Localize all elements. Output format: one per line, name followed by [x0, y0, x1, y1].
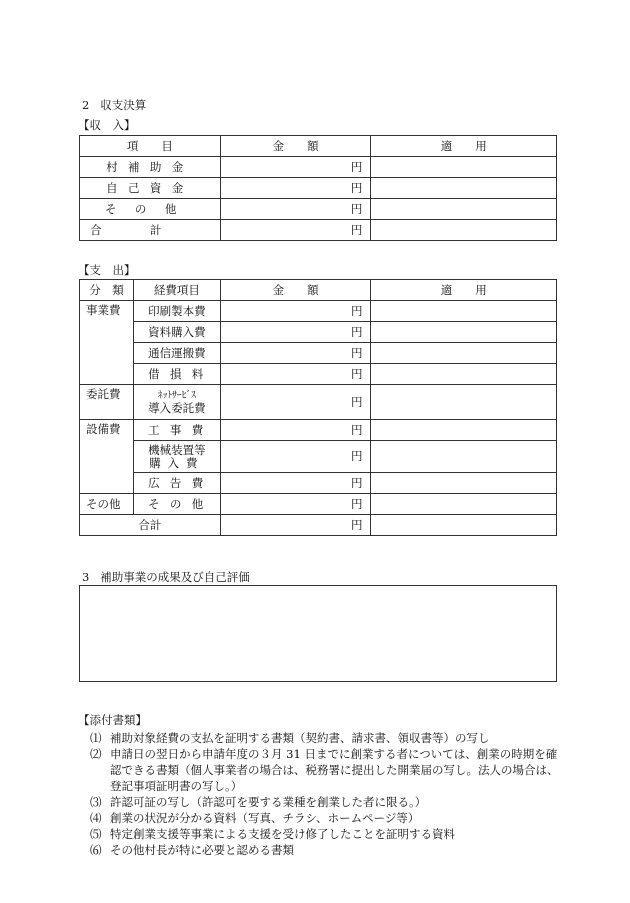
expense-item	[133, 441, 220, 473]
income-item: 自己資金	[80, 178, 221, 199]
expense-row	[80, 364, 557, 385]
expense-header-amount: 金 額	[220, 280, 371, 301]
expense-item-line: 購入費	[149, 455, 205, 470]
expense-total-note	[371, 515, 557, 536]
expense-amount: 円	[220, 301, 371, 322]
attachment-item	[90, 810, 560, 826]
expense-total-amount: 円	[220, 515, 371, 536]
expense-row	[80, 322, 557, 343]
attachment-item	[90, 730, 560, 746]
expense-row	[80, 343, 557, 364]
expense-item-line: 導入委託費	[148, 401, 206, 415]
expense-item: 借損料	[133, 364, 220, 385]
expense-row	[80, 420, 557, 441]
attachments-list	[90, 730, 560, 858]
expense-table	[79, 279, 557, 536]
expense-amount: 円	[220, 385, 371, 420]
expense-item: 印刷製本費	[133, 301, 220, 322]
expense-note	[371, 441, 557, 473]
expense-total-label: 合計	[80, 515, 221, 536]
income-total-row	[80, 220, 557, 241]
section2-title: 収支決算	[100, 98, 147, 112]
attachment-number: ⑷	[90, 811, 102, 825]
expense-item: 工事費	[133, 420, 220, 441]
expense-note	[371, 364, 557, 385]
section3-number: 3	[82, 570, 90, 584]
expense-row	[80, 473, 557, 494]
income-total-label: 合計	[80, 220, 221, 241]
expense-header-note: 適 用	[371, 280, 557, 301]
income-note	[371, 157, 557, 178]
attachment-number: ⑸	[90, 827, 102, 841]
income-item: 村補助金	[80, 157, 221, 178]
attachment-number: ⑹	[90, 843, 102, 857]
expense-row	[80, 441, 557, 473]
income-total-note	[371, 220, 557, 241]
income-amount: 円	[220, 199, 371, 220]
income-item: その他	[80, 199, 221, 220]
expense-amount: 円	[220, 420, 371, 441]
attachment-text: 補助対象経費の支払を証明する書類（契約書、請求書、領収書等）の写し	[110, 731, 490, 745]
attachment-text: 申請日の翌日から申請年度の３月 31 日までに創業する者については、創業の時期を確認できる書類（個人事業者の場合は、税務署に提出した開業届の写し。法人の場合は、登記事項証明書の写し。）	[110, 747, 559, 793]
attachments-title: 【添付書類】	[78, 713, 147, 727]
income-label: 【収 入】	[78, 118, 136, 132]
attachment-text: 創業の状況が分かる資料（写真、チラシ、ホームページ等）	[110, 811, 420, 825]
expense-item: 広告費	[133, 473, 220, 494]
expense-category: 事業費	[80, 301, 134, 385]
expense-item-line: 機械装置等	[148, 442, 206, 457]
expense-label: 【支 出】	[78, 263, 136, 277]
attachment-item	[90, 842, 560, 858]
expense-amount: 円	[220, 441, 371, 473]
income-note	[371, 178, 557, 199]
income-total-amount: 円	[220, 220, 371, 241]
expense-total-row	[80, 515, 557, 536]
income-table	[79, 135, 557, 241]
expense-category: 設備費	[80, 420, 134, 494]
expense-row	[80, 494, 557, 515]
section3-heading	[82, 569, 250, 585]
income-amount: 円	[220, 178, 371, 199]
income-header-row	[80, 136, 557, 157]
expense-amount: 円	[220, 322, 371, 343]
expense-header-category: 分 類	[80, 280, 134, 301]
expense-note	[371, 343, 557, 364]
income-amount: 円	[220, 157, 371, 178]
income-row	[80, 157, 557, 178]
expense-amount: 円	[220, 473, 371, 494]
attachment-text: 特定創業支援等事業による支援を受け修了したことを証明する資料	[110, 827, 455, 841]
expense-amount: 円	[220, 343, 371, 364]
expense-amount: 円	[220, 364, 371, 385]
attachment-item	[90, 746, 560, 794]
self-evaluation-box	[79, 585, 557, 682]
income-note	[371, 199, 557, 220]
expense-row	[80, 301, 557, 322]
expense-note	[371, 420, 557, 441]
expense-header-row	[80, 280, 557, 301]
expense-item: 資料購入費	[133, 322, 220, 343]
expense-item: 通信運搬費	[133, 343, 220, 364]
expense-note	[371, 473, 557, 494]
attachment-text: 許認可証の写し（許認可を要する業種を創業した者に限る。）	[110, 795, 427, 809]
income-row	[80, 199, 557, 220]
attachment-item	[90, 826, 560, 842]
attachment-number: ⑵	[90, 747, 102, 761]
income-header-note: 適 用	[371, 136, 557, 157]
expense-amount: 円	[220, 494, 371, 515]
expense-item-line: ﾈｯﾄｻｰﾋﾞｽ	[157, 390, 196, 401]
expense-category: 委託費	[80, 385, 134, 420]
expense-item	[133, 385, 220, 420]
attachment-text: その他村長が特に必要と認める書類	[110, 843, 294, 857]
section3-title: 補助事業の成果及び自己評価	[100, 570, 250, 584]
attachment-number: ⑶	[90, 795, 102, 809]
income-header-item: 項 目	[80, 136, 221, 157]
expense-note	[371, 322, 557, 343]
attachment-number: ⑴	[90, 731, 102, 745]
expense-note	[371, 301, 557, 322]
section2-heading	[82, 97, 146, 113]
expense-note	[371, 385, 557, 420]
income-header-amount: 金 額	[220, 136, 371, 157]
expense-row	[80, 385, 557, 420]
expense-item: その他	[133, 494, 220, 515]
expense-note	[371, 494, 557, 515]
section2-number: 2	[82, 98, 90, 112]
expense-category: その他	[80, 494, 134, 515]
income-row	[80, 178, 557, 199]
attachment-item	[90, 794, 560, 810]
expense-header-item: 経費項目	[133, 280, 220, 301]
